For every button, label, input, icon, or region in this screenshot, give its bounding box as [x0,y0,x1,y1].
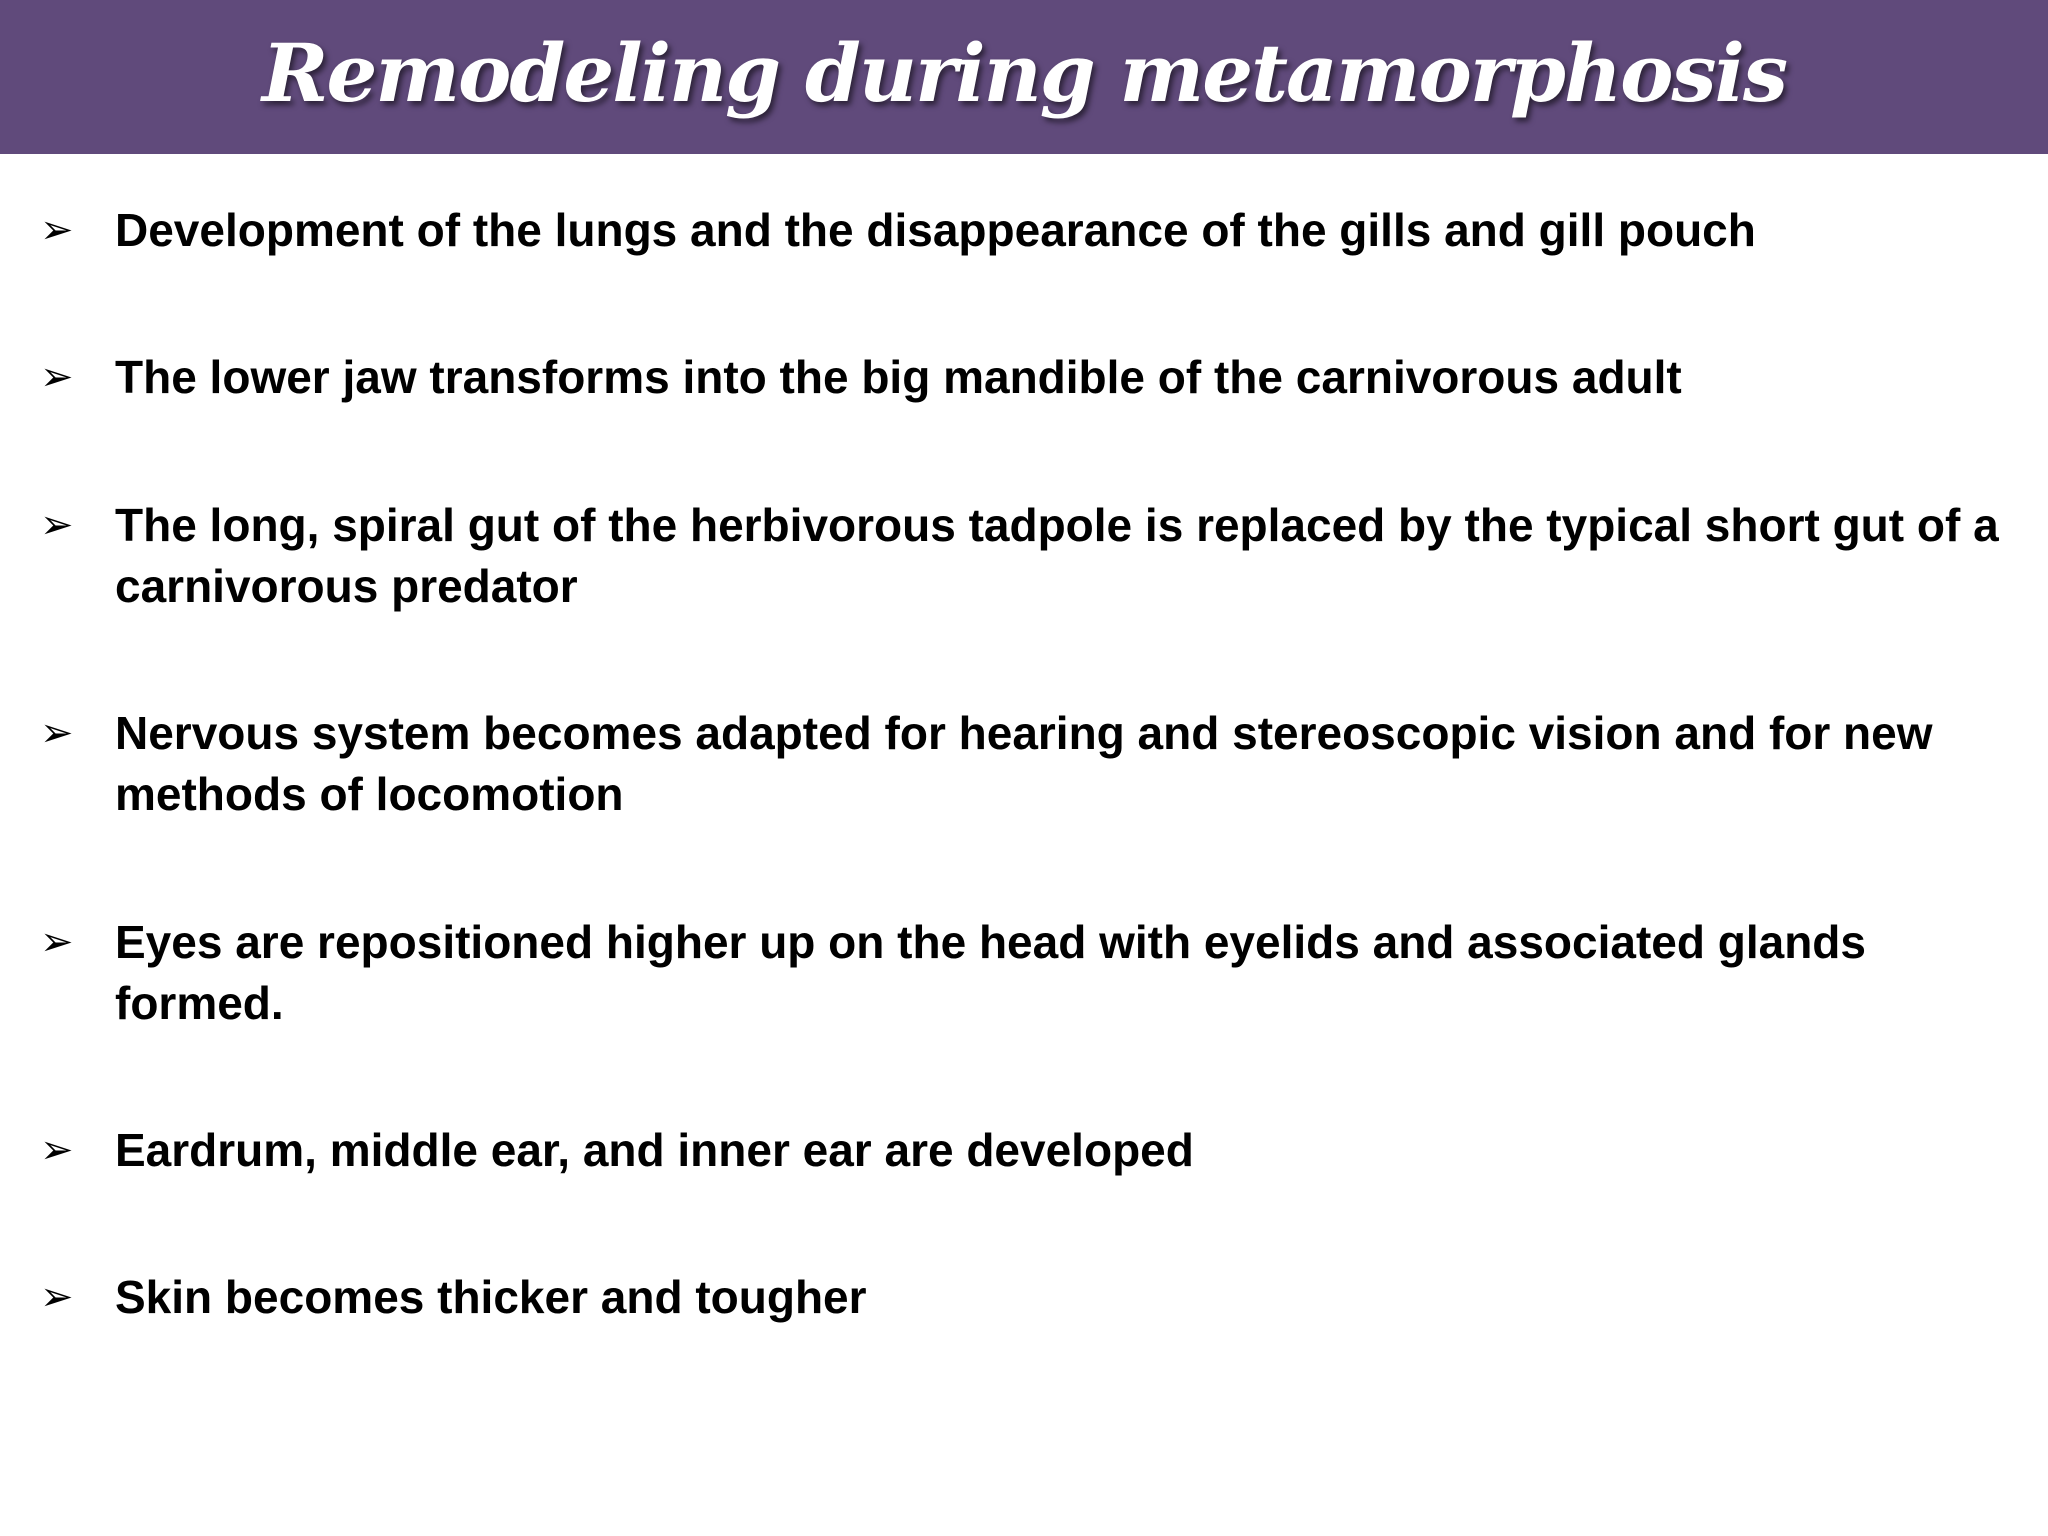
arrow-bullet-icon: ➢ [40,207,74,253]
bullet-item [40,495,2000,617]
slide-title: Remodeling during metamorphosis [262,26,1786,120]
arrow-bullet-icon: ➢ [40,919,74,965]
bullet-item [40,1120,2000,1181]
bullet-item [40,200,2000,261]
bullet-text: The lower jaw transforms into the big mandible of the carnivorous adult [115,351,1682,403]
bullet-text: Skin becomes thicker and tougher [115,1271,867,1323]
bullet-text: Eyes are repositioned higher up on the head with eyelids and associated glands formed. [115,916,1866,1029]
bullet-text: Eardrum, middle ear, and inner ear are developed [115,1124,1194,1176]
bullet-text: Nervous system becomes adapted for hearing and stereoscopic vision and for new methods of locomotion [115,707,1933,820]
bullet-item [40,703,2000,825]
arrow-bullet-icon: ➢ [40,1274,74,1320]
bullet-item [40,912,2000,1034]
bullet-text: Development of the lungs and the disappearance of the gills and gill pouch [115,204,1756,256]
arrow-bullet-icon: ➢ [40,710,74,756]
bullet-text: The long, spiral gut of the herbivorous tadpole is replaced by the typical short gut of a carnivorous predator [115,499,1999,612]
arrow-bullet-icon: ➢ [40,1127,74,1173]
arrow-bullet-icon: ➢ [40,354,74,400]
bullet-item [40,1267,2000,1328]
arrow-bullet-icon: ➢ [40,502,74,548]
bullet-item [40,347,2000,408]
